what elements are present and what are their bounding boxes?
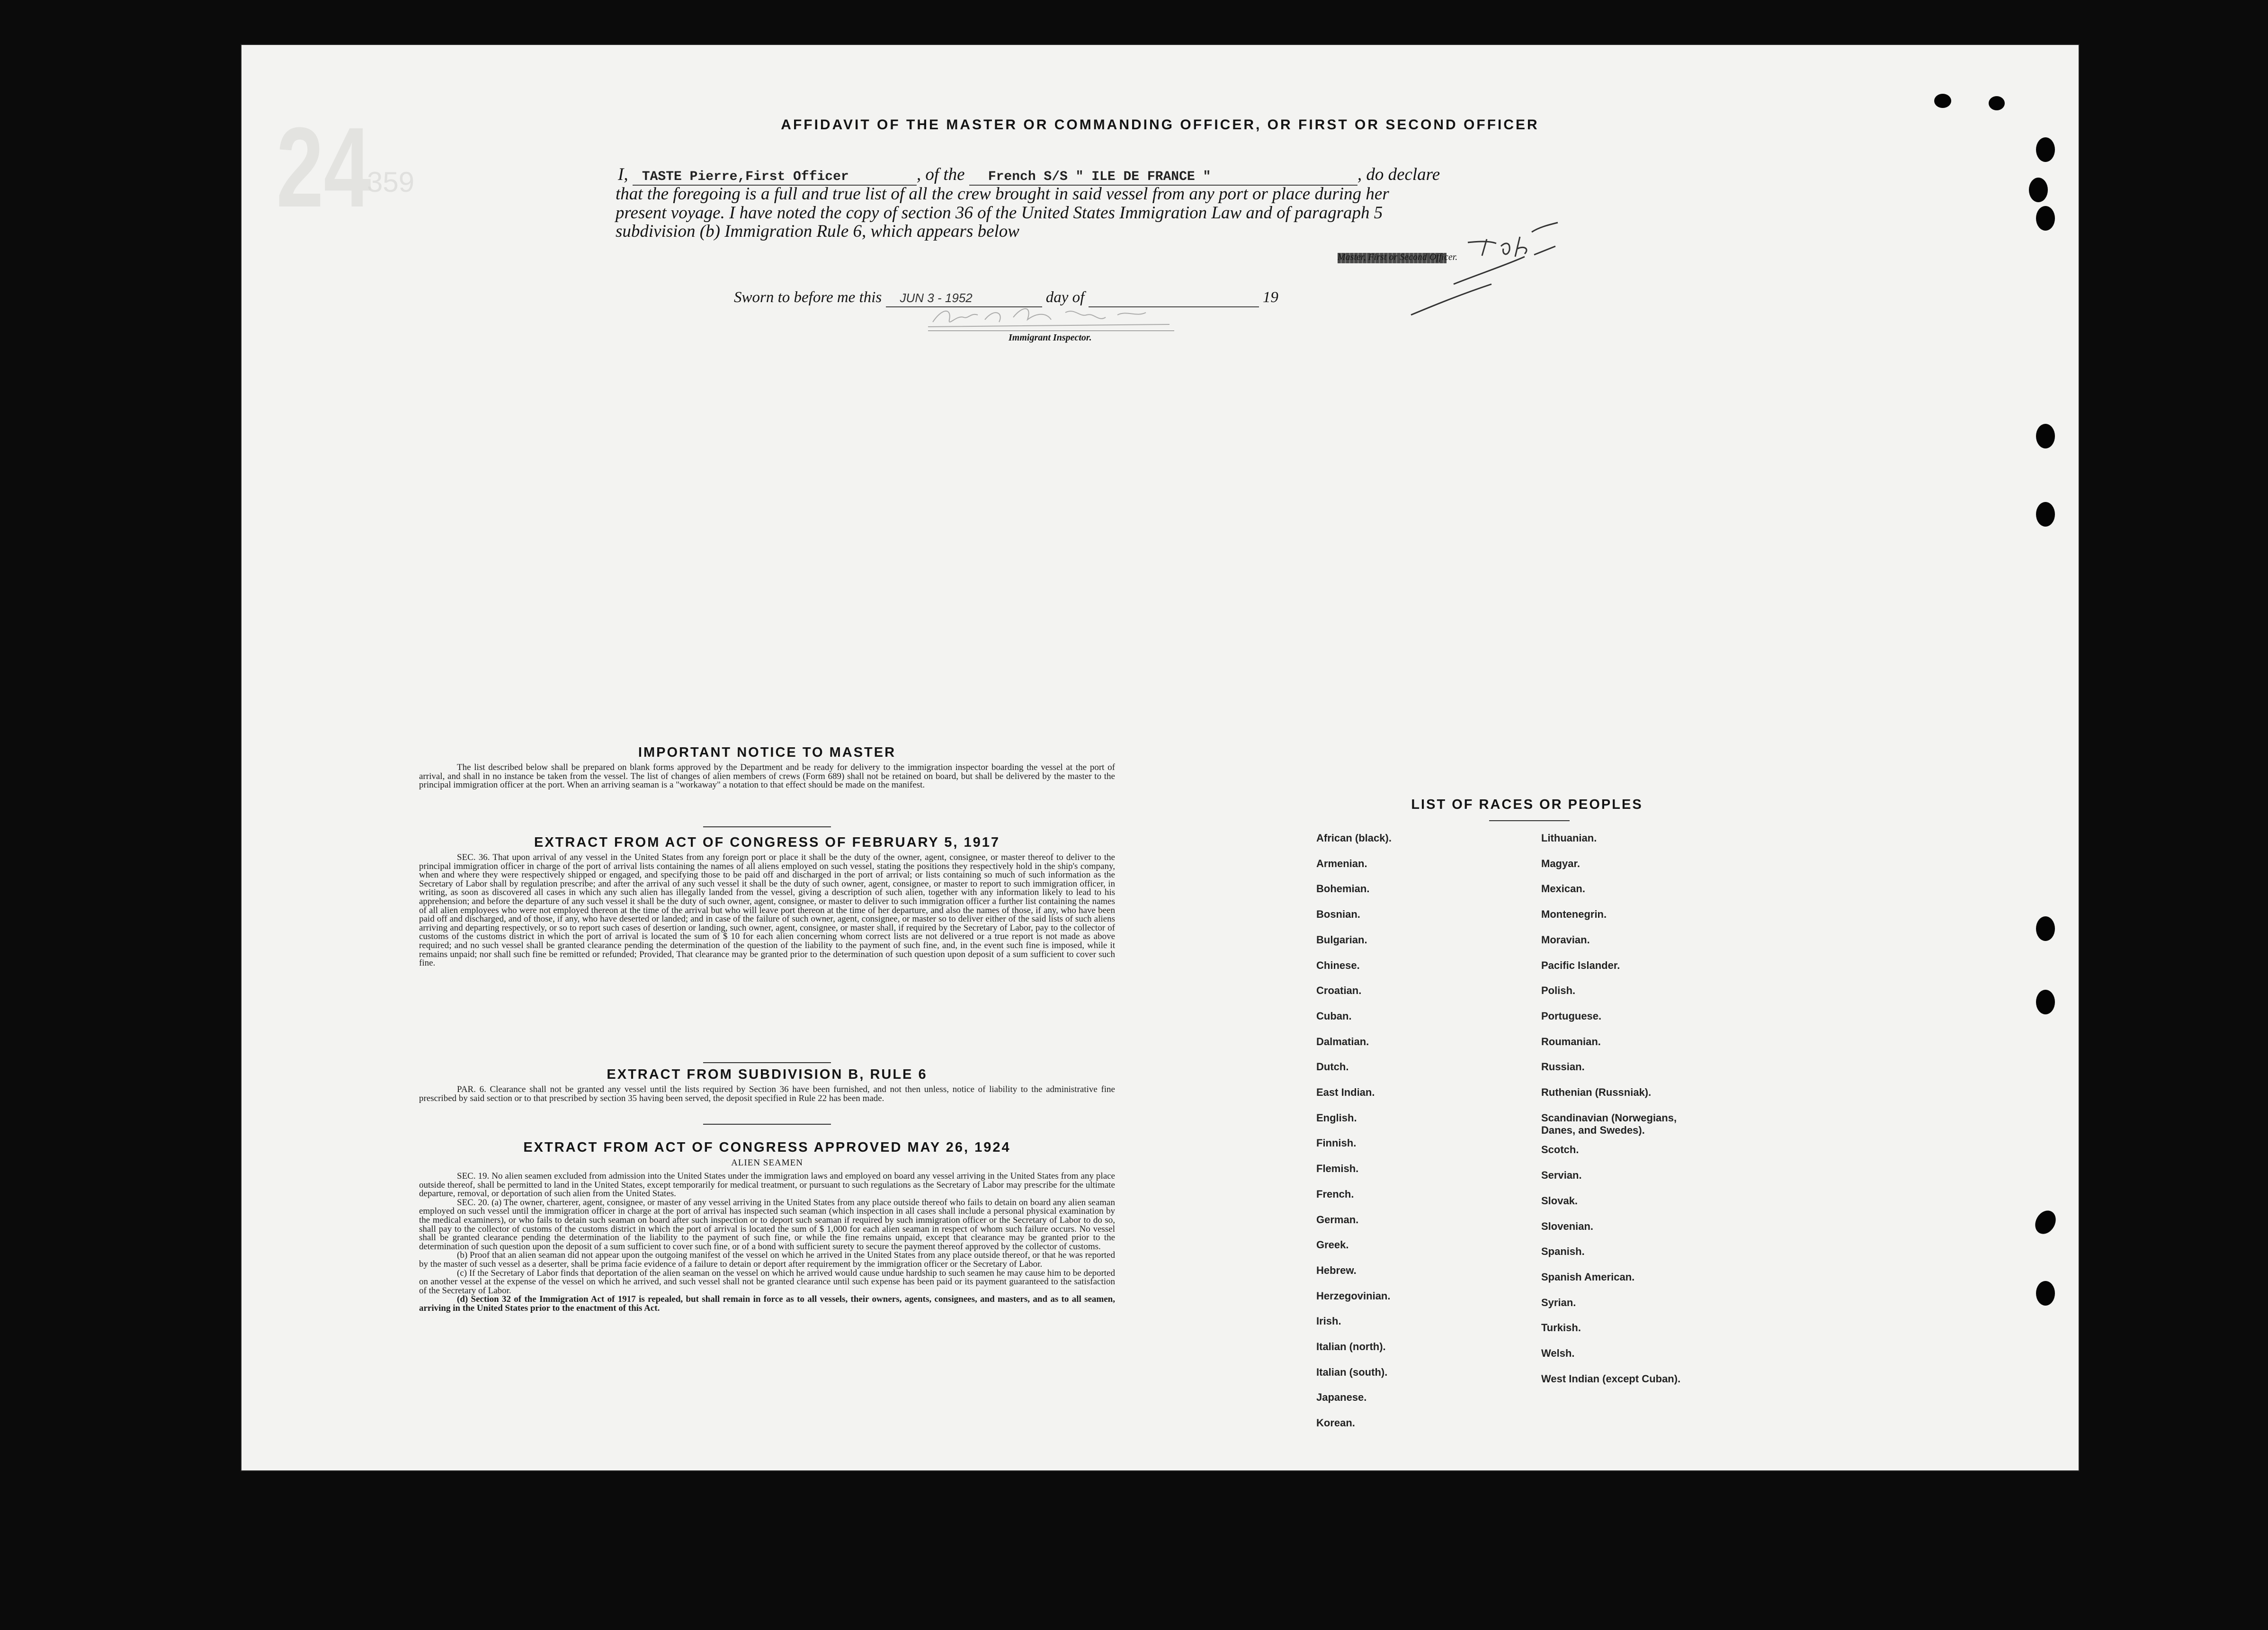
race-item: Montenegrin. xyxy=(1541,908,1607,921)
extract-1917-paragraph: SEC. 36. That upon arrival of any vessel in the United States from any foreign port or place it shall be the duty of the owner, agent, consignee, or master thereof to deliver to the principal immigration officer in charge of the port of arrival lists containing the names of all aliens employed on such vessel, stating the positions they respectively hold in the ship's company, when and where they were respectively shipped or engaged, and specifying those to be paid off and discharged in the port of arrival; or lists containing so much of such information as the Secretary of Labor shall by regulation prescribe; and after the arrival of any such vessel it shall be the duty of such owner, agent, consignee, or master to report to such immigration officer, in writing, as soon as discovered all cases in which any such alien has illegally landed from the vessel, giving a description of such alien, together with any information likely to lead to his apprehension; and before the departure of any such vessel it shall be the duty of such owner, agent, consignee, or master to deliver to such immigration officer a further list containing the names of all alien employees who were not employed thereon at the time of the arrival but who will leave port thereon at the time of her departure, and also the names of those, if any, who have been paid off and discharged, and of those, if any, who have deserted or landed; and in case of the failure of such owner, agent, consignee, or master so to deliver either of the said lists of such aliens arriving and departing respectively, or so to report such cases of desertion or landing, such owner, agent, consignee, or master shall, if required by the Secretary of Labor, pay to the collector of customs of the customs district in which the port of arrival is located the sum of $ 10 for each alien concerning whom correct lists are not delivered or a true report is not made as above required; and no such vessel shall be granted clearance pending the determination of the question of the liability to the payment of such fine, and, in the event such fine is imposed, while it remains unpaid; nor shall such fine be remitted or refunded; Provided, That clearance may be granted prior to the determination of such question upon deposit of a sum sufficient to cover such fine. xyxy=(419,852,1115,968)
race-item: Slovak. xyxy=(1541,1194,1578,1207)
bleed-through-number: 24 xyxy=(276,104,371,231)
inspector-caption: Immigrant Inspector. xyxy=(1009,332,1092,343)
race-item: Cuban. xyxy=(1316,1010,1352,1022)
race-item: Herzegovinian. xyxy=(1316,1290,1391,1302)
race-item: Polish. xyxy=(1541,985,1576,997)
race-item: Japanese. xyxy=(1316,1391,1367,1404)
section-divider xyxy=(703,826,831,827)
notice-paragraph: The list described below shall be prepared on blank forms approved by the Department and be ready for delivery to the immigration inspector boarding the vessel at the port of arrival, and shall in no instance be taken from the vessel. The list of changes of alien members of crews (Form 689) shall not be retained on board, but shall be delivered by the master to the principal immigration officer at the port. When an arriving seaman is a "workaway" a notation to that effect should be made on the manifest. xyxy=(419,762,1115,790)
race-item: Bulgarian. xyxy=(1316,933,1367,946)
punch-hole xyxy=(2036,137,2055,162)
race-item: Korean. xyxy=(1316,1417,1355,1429)
race-item: Spanish. xyxy=(1541,1245,1585,1258)
notice-text xyxy=(419,763,1115,790)
sworn-date-stamp: JUN 3 - 1952 xyxy=(900,291,973,305)
race-item: German. xyxy=(1316,1213,1359,1226)
signature-caption-block xyxy=(1338,252,1457,263)
race-item: Bosnian. xyxy=(1316,908,1360,921)
punch-hole xyxy=(2036,990,2055,1014)
race-item: Syrian. xyxy=(1541,1296,1576,1308)
race-item: Portuguese. xyxy=(1541,1010,1602,1022)
signature-caption: Master, First or Second Officer. xyxy=(1338,252,1458,262)
punch-hole xyxy=(2036,424,2055,448)
race-item: Finnish. xyxy=(1316,1137,1357,1149)
race-item: African (black). xyxy=(1316,832,1392,844)
officer-signature xyxy=(1368,213,1795,355)
extract-1924-subtitle: ALIEN SEAMEN xyxy=(731,1158,803,1168)
race-item: Magyar. xyxy=(1541,857,1580,869)
race-item: Scotch. xyxy=(1541,1144,1579,1156)
race-item: Scandinavian (Norwegians, Danes, and Swedes). xyxy=(1541,1111,1677,1136)
punch-hole xyxy=(1989,96,2005,110)
punch-hole xyxy=(2036,206,2055,231)
race-item: Greek. xyxy=(1316,1239,1349,1251)
race-item: Roumanian. xyxy=(1541,1035,1601,1048)
race-item: Dalmatian. xyxy=(1316,1035,1369,1048)
extract-1924-sec20c: (c) If the Secretary of Labor finds that deportation of the alien seaman on the vessel on which he arrived would cause undue hardship to such seamen he may cause him to be deported on another vessel at the expense of the vessel on which he arrived, and such vessel shall not be granted clearance until such expense has been paid or its payment guaranteed to the satisfaction of the Secretary of Labor. xyxy=(419,1268,1115,1296)
notice-title: IMPORTANT NOTICE TO MASTER xyxy=(638,745,896,760)
race-item: Chinese. xyxy=(1316,959,1360,971)
punch-hole xyxy=(2036,1281,2055,1306)
extract-1917-title: EXTRACT FROM ACT OF CONGRESS OF FEBRUARY 5, 1917 xyxy=(534,835,1000,850)
affidavit-line-2: that the foregoing is a full and true list of all the crew brought in said vessel from any port or place during her xyxy=(616,184,1389,204)
vessel-name: French S/S " ILE DE FRANCE " xyxy=(988,170,1211,184)
extract-rule6-text xyxy=(419,1085,1115,1103)
race-item: Italian (north). xyxy=(1316,1341,1386,1352)
affidavit-title: AFFIDAVIT OF THE MASTER OR COMMANDING OFFICER, OR FIRST OR SECOND OFFICER xyxy=(781,117,1539,133)
race-item: Spanish American. xyxy=(1541,1271,1635,1283)
punch-hole xyxy=(2029,178,2048,202)
sworn-text: Sworn to before me this xyxy=(734,289,882,306)
extract-1924-text xyxy=(419,1172,1115,1313)
affidavit-i: I, xyxy=(618,165,628,184)
extract-1924-sec20d: (d) Section 32 of the Immigration Act of 1917 is repealed, but shall remain in force as to all vessels, their owners, agents, consignees, and masters, and as to all seamen, arriving in the United States prior to the enactment of this Act. xyxy=(419,1294,1115,1313)
race-item: Ruthenian (Russniak). xyxy=(1541,1086,1652,1098)
affidavit-line-3: present voyage. I have noted the copy of section 36 of the United States Immigration Law and of paragraph 5 xyxy=(616,203,1383,223)
race-item: English. xyxy=(1316,1111,1357,1124)
officer-name: TASTE Pierre,First Officer xyxy=(642,170,849,184)
do-declare-text: , do declare xyxy=(1357,165,1440,184)
extract-1924-sec19: SEC. 19. No alien seamen excluded from admission into the United States under the immigration laws and employed on board any vessel arriving in the United States from any place outside thereof, shall be permitted to land in the United States, except temporarily for medical treatment, or pursuant to such regulations as the Secretary of Labor may prescribe for the ultimate departure, removal, or deportation of such alien from the United States. xyxy=(419,1171,1115,1199)
sworn-day-of: day of xyxy=(1045,289,1085,306)
punch-hole xyxy=(1934,94,1951,108)
race-item: Italian (south). xyxy=(1316,1366,1388,1378)
race-item: Croatian. xyxy=(1316,985,1362,997)
race-item: East Indian. xyxy=(1316,1086,1375,1098)
document-page xyxy=(241,45,2079,1470)
extract-1924-sec20b: (b) Proof that an alien seaman did not appear upon the outgoing manifest of the vessel on which he arrived in the United States from any place outside thereof, or that he was reported by the master of such vessel as a deserter, shall be prima facie evidence of a failure to detain or deport after requirement by the immigration officer or the Secretary of Labor. xyxy=(419,1250,1115,1269)
race-item: Dutch. xyxy=(1316,1061,1349,1073)
race-item: Servian. xyxy=(1541,1169,1582,1182)
races-title: LIST OF RACES OR PEOPLES xyxy=(1411,797,1643,812)
extract-1924-title: EXTRACT FROM ACT OF CONGRESS APPROVED MAY 26, 1924 xyxy=(523,1140,1011,1155)
sworn-year: 19 xyxy=(1262,289,1278,306)
bleed-through-small-number: 359 xyxy=(367,166,415,198)
race-item: Lithuanian. xyxy=(1541,832,1597,844)
race-item: Irish. xyxy=(1316,1315,1341,1327)
race-item: Armenian. xyxy=(1316,857,1367,869)
race-item: Moravian. xyxy=(1541,933,1590,946)
race-item: Slovenian. xyxy=(1541,1220,1594,1232)
extract-1924-sec20a: SEC. 20. (a) The owner, charterer, agent, consignee, or master of any vessel arriving in the United States from any place outside thereof who fails to detain on board any alien seaman employed on such vessel until the immigration officer in charge at the port of arrival has inspected such seaman (which inspection in all cases shall include a personal physical examination by the medical examiners), or who fails to detain such seaman on board after such inspection or to deport such seaman if required by such immigration officer or the Secretary of Labor to do so, shall pay to the collector of customs of the customs district in which the port of arrival is located the sum of $ 1,000 for each alien seaman in respect of whom such failure occurs. No vessel shall be granted clearance pending the determination of the liability to the payment of such fine, or while the fine remains unpaid, except that clearance may be granted prior to the determination of such question upon the deposit of a sum sufficient to cover such fine, or of a bond with sufficient surety to secure the payment thereof approved by the collector of customs. xyxy=(419,1197,1115,1252)
race-item: Pacific Islander. xyxy=(1541,959,1620,971)
race-item: Bohemian. xyxy=(1316,883,1370,895)
extract-1917-text xyxy=(419,853,1115,968)
race-item: Welsh. xyxy=(1541,1347,1575,1359)
extract-rule6-title: EXTRACT FROM SUBDIVISION B, RULE 6 xyxy=(607,1067,928,1082)
punch-hole xyxy=(2036,502,2055,527)
affidavit-line-1 xyxy=(618,164,1440,186)
of-the-text: , of the xyxy=(916,165,965,184)
officer-field xyxy=(633,164,917,186)
section-divider xyxy=(703,1124,831,1125)
affidavit-line-4: subdivision (b) Immigration Rule 6, which appears below xyxy=(616,222,1019,241)
race-item: Hebrew. xyxy=(1316,1264,1357,1276)
punch-hole xyxy=(2031,1207,2060,1237)
races-divider xyxy=(1489,820,1570,821)
race-item: Flemish. xyxy=(1316,1163,1359,1175)
race-item: Russian. xyxy=(1541,1061,1585,1073)
inspector-signature xyxy=(923,298,1179,331)
extract-rule6-paragraph: PAR. 6. Clearance shall not be granted any vessel until the lists required by Section 36 have been furnished, and not then unless, notice of liability to the administrative fine prescribed by said section or to that prescribed by section 35 having been served, the deposit specified in Rule 22 has been made. xyxy=(419,1084,1115,1103)
race-item: Turkish. xyxy=(1541,1322,1581,1334)
section-divider xyxy=(703,1062,831,1063)
vessel-field xyxy=(969,164,1357,186)
punch-hole xyxy=(2036,916,2055,941)
race-item: French. xyxy=(1316,1188,1354,1200)
race-item: Mexican. xyxy=(1541,883,1585,895)
race-item: West Indian (except Cuban). xyxy=(1541,1372,1681,1385)
